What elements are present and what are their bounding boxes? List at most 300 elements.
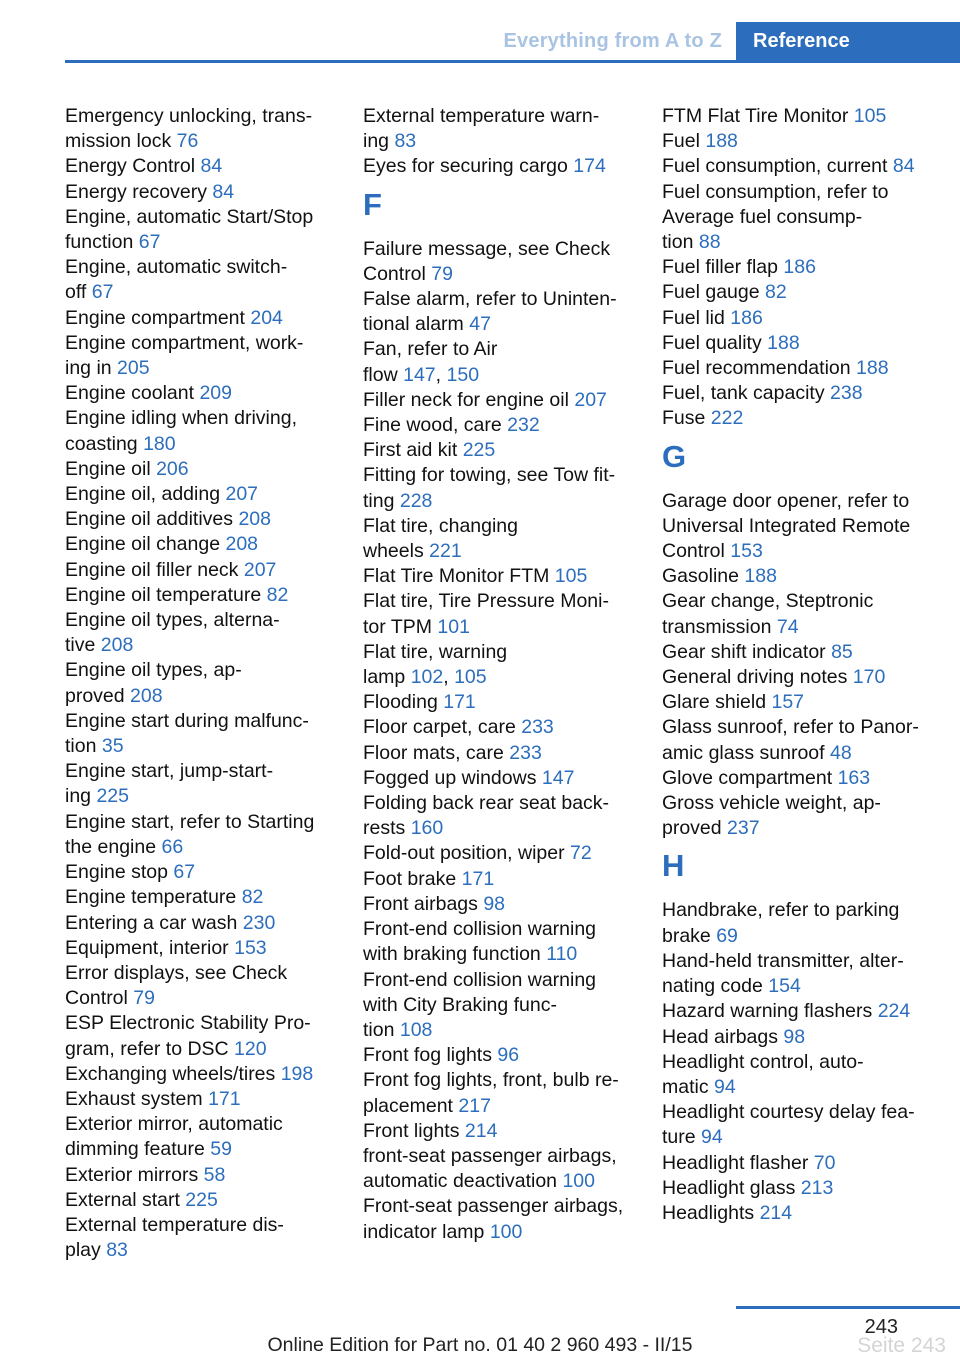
page-reference-link[interactable]: 225 (462, 439, 496, 462)
page-reference-link[interactable]: 208 (130, 684, 163, 707)
index-entry-line (363, 262, 653, 287)
index-entry (65, 154, 355, 179)
index-entry-text: Fuel gauge (662, 281, 765, 304)
index-entry (65, 911, 355, 936)
page-reference-link[interactable]: 100 (489, 1220, 523, 1243)
index-entry-line (662, 1075, 960, 1100)
index-entry-text: tive (65, 634, 101, 657)
index-entry (363, 892, 653, 917)
index-entry (65, 885, 355, 910)
index-entry-text: Control (662, 540, 731, 563)
index-entry-text: Fuel filler flap (662, 256, 784, 279)
index-entry-text: Emergency unlocking, trans- (65, 105, 313, 127)
page-reference-link[interactable]: 170 (852, 666, 886, 689)
index-entry-text: transmission (662, 615, 777, 638)
index-entry-line (65, 658, 355, 683)
index-entry (65, 558, 355, 583)
index-entry (363, 564, 653, 589)
index-entry-text: Engine oil (65, 457, 157, 480)
index-entry-line (363, 237, 653, 262)
page-reference-link[interactable]: 101 (437, 615, 470, 638)
index-entry-text: Fuel (662, 130, 706, 153)
index-entry (363, 741, 653, 766)
page-reference-link[interactable]: 70 (813, 1151, 836, 1174)
page-reference-link[interactable]: 209 (199, 382, 232, 405)
index-entry (65, 457, 355, 482)
page-reference-link[interactable]: 198 (280, 1062, 314, 1085)
index-entry-text: flow (363, 363, 404, 386)
index-entry-line (662, 280, 960, 305)
index-entry-text: Headlight courtesy delay fea- (662, 1101, 915, 1124)
index-entry-text: Average fuel consump- (662, 205, 863, 228)
page-reference-link[interactable]: 163 (837, 766, 871, 789)
index-entry (363, 589, 653, 639)
page-reference-link[interactable]: 207 (243, 558, 277, 581)
index-entry (363, 766, 653, 791)
index-entry-line (363, 438, 653, 463)
page-reference-link[interactable]: 217 (458, 1094, 491, 1117)
index-entry-text: Hand-held transmitter, alter- (662, 949, 904, 972)
index-entry-line (65, 1188, 355, 1213)
page-reference-link[interactable]: 188 (744, 565, 777, 588)
page-reference-link[interactable]: 206 (156, 457, 189, 480)
index-entry-text: dimming feature (65, 1138, 211, 1161)
index-entry-text: Gasoline (662, 565, 745, 588)
header-tab-label: Reference (753, 30, 850, 52)
index-entry-text: indicator lamp (363, 1220, 490, 1243)
index-entry-line (65, 507, 355, 532)
index-entry (363, 438, 653, 463)
index-entry-text: External temperature warn- (363, 105, 600, 127)
index-entry (662, 715, 960, 765)
index-entry-text: Front-end collision warning (363, 918, 597, 941)
page-reference-link[interactable]: 171 (208, 1087, 241, 1110)
page-reference-link[interactable]: 147 (541, 766, 575, 789)
index-entry (65, 532, 355, 557)
page-reference-link[interactable]: 171 (461, 867, 495, 890)
page-reference-link[interactable]: 205 (117, 357, 150, 380)
index-entry-line (662, 331, 960, 356)
index-entry-line (662, 816, 960, 841)
page-reference-link[interactable]: 180 (143, 432, 176, 455)
index-entry-text: coasting (65, 432, 144, 455)
index-entry-text: tion (65, 735, 102, 758)
page-reference-link[interactable]: 232 (507, 414, 540, 437)
index-entry-line (65, 104, 355, 129)
index-entry (363, 1043, 653, 1068)
index-entry (662, 356, 960, 381)
index-entry-text: ing (65, 785, 97, 808)
index-entry-line (662, 640, 960, 665)
index-entry-line (662, 999, 960, 1024)
index-entry-line (363, 1094, 653, 1119)
index-entry-text: Engine oil, adding (65, 483, 226, 506)
index-entry (65, 810, 355, 860)
page-reference-link[interactable]: 208 (225, 533, 259, 556)
index-entry-line (363, 154, 653, 179)
page-reference-link[interactable]: 225 (96, 785, 129, 808)
index-entry (662, 306, 960, 331)
index-entry-text: Front-seat passenger airbags, (363, 1195, 624, 1218)
index-entry-text: Front airbags (363, 892, 484, 915)
index-entry-text: Engine compartment, work- (65, 331, 304, 354)
index-entry-text: lamp (363, 666, 411, 689)
index-entry-text: Headlight glass (662, 1176, 801, 1199)
index-entry-text: Fold-out position, wiper (363, 842, 571, 865)
index-entry-line (65, 709, 355, 734)
page-reference-link[interactable]: 82 (266, 583, 289, 606)
page-reference-link[interactable]: 47 (469, 313, 491, 336)
page-reference-link[interactable]: 72 (570, 842, 592, 865)
page-reference-link[interactable]: 74 (776, 615, 799, 638)
index-entry-line (662, 406, 960, 431)
index-entry-line (65, 558, 355, 583)
index-entry (662, 898, 960, 948)
page-reference-link[interactable]: 69 (716, 924, 738, 947)
index-entry (662, 640, 960, 665)
page-reference-link[interactable]: 157 (771, 691, 805, 714)
index-entry (65, 1213, 355, 1263)
index-entry-text: Engine start, jump-start- (65, 760, 274, 783)
index-entry-text: Handbrake, refer to parking (662, 899, 900, 922)
index-entry (662, 406, 960, 431)
index-entry (65, 205, 355, 255)
index-entry-line (363, 690, 653, 715)
index-entry (662, 791, 960, 841)
page-reference-link[interactable]: 186 (730, 306, 763, 329)
index-entry-line (363, 1119, 653, 1144)
page-reference-link[interactable]: 102 (410, 666, 444, 689)
index-entry-line (363, 287, 653, 312)
index-entry-line (662, 564, 960, 589)
index-entry-line (363, 715, 653, 740)
page-reference-link[interactable]: 154 (768, 975, 801, 998)
page-reference-link[interactable]: 204 (250, 306, 283, 329)
index-entry-text: Engine oil temperature (65, 583, 267, 606)
index-entry-line (363, 413, 653, 438)
page-reference-link[interactable]: 188 (856, 357, 889, 380)
index-entry-line (363, 388, 653, 413)
index-entry-line (363, 766, 653, 791)
page-reference-link[interactable]: 207 (574, 388, 607, 411)
index-entry (662, 949, 960, 999)
index-entry-line (363, 1018, 653, 1043)
page-reference-link[interactable]: 83 (394, 130, 417, 153)
index-entry-line (662, 539, 960, 564)
index-entry (363, 237, 653, 287)
index-entry-text: Engine start, refer to Starting (65, 810, 315, 833)
page-reference-link[interactable]: 67 (173, 861, 196, 884)
index-entry (65, 1011, 355, 1061)
index-entry (662, 1100, 960, 1150)
index-entry-text: Fitting for towing, see Tow fit- (363, 464, 616, 487)
index-entry-text: Fuel lid (662, 306, 731, 329)
index-entry (363, 791, 653, 841)
index-entry-text: Energy recovery (65, 180, 213, 203)
index-entry-text: General driving notes (662, 666, 853, 689)
page-reference-link[interactable]: 67 (91, 281, 114, 304)
page-reference-link[interactable]: 188 (705, 130, 738, 153)
index-entry-text: tional alarm (363, 313, 470, 336)
index-letter-heading: H (662, 848, 685, 884)
page-reference-link[interactable]: 228 (399, 489, 433, 512)
index-entry (65, 759, 355, 809)
page-reference-link[interactable]: 105 (554, 565, 588, 588)
index-entry-line (662, 489, 960, 514)
page-reference-link[interactable]: 222 (710, 407, 744, 430)
page-reference-link[interactable]: 59 (210, 1138, 232, 1161)
index-entry-line (65, 1062, 355, 1087)
index-entry-text: Fine wood, care (363, 414, 508, 437)
page-reference-link[interactable]: 150 (446, 363, 480, 386)
page-reference-link[interactable]: 188 (767, 331, 800, 354)
page-reference-link[interactable]: 153 (730, 540, 763, 563)
index-entry-line (363, 917, 653, 942)
index-entry-text: Engine oil additives (65, 508, 239, 531)
index-entry (662, 766, 960, 791)
index-entry-text: Front fog lights (363, 1044, 498, 1067)
page-reference-link[interactable]: 160 (410, 817, 444, 840)
page-reference-link[interactable]: 48 (830, 741, 852, 764)
index-entry-text: Fuel consumption, current (662, 155, 893, 178)
index-entry-line (65, 911, 355, 936)
index-entry-text: Engine temperature (65, 886, 242, 909)
index-entry-text: Error displays, see Check (65, 961, 288, 984)
page-reference-link[interactable]: 186 (783, 256, 816, 279)
index-entry-text: Fogged up windows (363, 766, 542, 789)
index-entry-line (662, 1151, 960, 1176)
index-entry-text: Engine oil types, ap- (65, 659, 242, 682)
index-entry-line (662, 1125, 960, 1150)
index-entry (662, 381, 960, 406)
index-entry-text: Flat tire, warning (363, 640, 508, 663)
index-entry-text: ting (363, 489, 400, 512)
index-entry-line (363, 312, 653, 337)
index-entry-text: Entering a car wash (65, 911, 243, 934)
page-reference-link[interactable]: 83 (106, 1239, 128, 1262)
index-entry (662, 255, 960, 280)
index-entry-text: proved (65, 684, 131, 707)
page-reference-link[interactable]: 120 (234, 1037, 267, 1060)
index-entry-text: Fuel, tank capacity (662, 382, 830, 405)
index-entry-text: Engine oil change (65, 533, 226, 556)
index-entry-line (363, 463, 653, 488)
index-entry-text: Front lights (363, 1119, 465, 1142)
page-reference-link[interactable]: 208 (238, 508, 271, 531)
index-entry-line (65, 885, 355, 910)
header-rule (65, 60, 736, 63)
index-entry-line (65, 684, 355, 709)
index-entry-line (363, 514, 653, 539)
page-reference-link[interactable]: 58 (203, 1163, 226, 1186)
index-entry-line (65, 280, 355, 305)
index-entry-text: proved (662, 817, 728, 840)
page-reference-link[interactable]: 98 (483, 892, 506, 915)
index-entry-line (363, 104, 653, 129)
index-entry-line (65, 1163, 355, 1188)
page-reference-link[interactable]: 94 (714, 1075, 736, 1098)
page-reference-link[interactable]: 76 (176, 130, 199, 153)
page-reference-link[interactable]: 230 (242, 911, 276, 934)
index-entry-line (65, 1238, 355, 1263)
index-entry-line (65, 633, 355, 658)
index-entry-text: Engine idling when driving, (65, 407, 297, 430)
index-entry-line (662, 615, 960, 640)
index-entry-text: Fuel quality (662, 331, 768, 354)
index-entry-text: Engine, automatic switch- (65, 256, 288, 279)
index-entry-line (65, 835, 355, 860)
index-entry-line (65, 1087, 355, 1112)
index-entry (65, 482, 355, 507)
index-entry (363, 514, 653, 564)
index-entry (363, 337, 653, 387)
index-entry-line (363, 615, 653, 640)
index-entry-text: Fuel consumption, refer to (662, 180, 889, 203)
page-reference-link[interactable]: 224 (877, 1000, 911, 1023)
page-reference-link[interactable]: 225 (185, 1188, 218, 1211)
index-entry-line (363, 489, 653, 514)
index-entry (65, 936, 355, 961)
index-entry-text: Eyes for securing cargo (363, 155, 574, 178)
page-reference-link[interactable]: 214 (759, 1201, 793, 1224)
index-entry-line (662, 154, 960, 179)
page-reference-link[interactable]: 35 (101, 735, 124, 758)
index-entry-line (363, 942, 653, 967)
index-entry (662, 104, 960, 129)
index-entry-line (662, 104, 960, 129)
index-entry-line (363, 993, 653, 1018)
index-entry-line (363, 129, 653, 154)
index-entry-line (662, 741, 960, 766)
index-entry-line (65, 154, 355, 179)
index-entry-text: Front-end collision warning (363, 968, 597, 991)
index-entry-line (662, 205, 960, 230)
index-entry-text: tion (662, 231, 699, 254)
page-reference-link[interactable]: 94 (701, 1126, 723, 1149)
page-reference-link[interactable]: 79 (431, 262, 453, 285)
index-entry-text: gram, refer to DSC (65, 1037, 235, 1060)
index-entry-text: Failure message, see Check (363, 237, 611, 260)
page-reference-link[interactable]: 84 (200, 155, 223, 178)
index-entry (65, 507, 355, 532)
index-entry (65, 1087, 355, 1112)
page-reference-link[interactable]: 98 (783, 1025, 806, 1048)
index-entry (65, 709, 355, 759)
page-reference-link[interactable]: 82 (241, 886, 264, 909)
index-entry (363, 1144, 653, 1194)
page-reference-link[interactable]: 105 (454, 666, 487, 689)
index-entry-text: tor TPM (363, 615, 438, 638)
index-entry (662, 180, 960, 256)
page-reference-link[interactable]: 238 (830, 382, 863, 405)
index-entry (65, 331, 355, 381)
index-entry-line (662, 180, 960, 205)
page-reference-link[interactable]: 96 (497, 1044, 520, 1067)
index-entry (662, 665, 960, 690)
page-reference-link[interactable]: 233 (509, 741, 542, 764)
index-entry-text: Exterior mirror, automatic (65, 1113, 283, 1136)
page-reference-link[interactable]: 108 (399, 1018, 433, 1041)
index-entry (363, 413, 653, 438)
index-entry-text: Universal Integrated Remote (662, 514, 911, 537)
index-entry-text: Foot brake (363, 867, 462, 890)
index-entry (662, 1201, 960, 1226)
header-section-title: Everything from A to Z (503, 30, 722, 52)
watermark: Seite 243 (857, 1334, 946, 1357)
index-entry-text: Energy Control (65, 155, 201, 178)
page-reference-link[interactable]: 66 (161, 835, 184, 858)
index-entry-text: matic (662, 1075, 715, 1098)
page-reference-link[interactable]: 174 (573, 155, 606, 178)
index-entry (662, 1025, 960, 1050)
index-entry-line (662, 949, 960, 974)
index-entry-line (65, 205, 355, 230)
page-reference-link[interactable]: 67 (138, 231, 161, 254)
index-entry-text: Gear shift indicator (662, 640, 832, 663)
page-reference-link[interactable]: 82 (765, 281, 787, 304)
page-reference-link[interactable]: 110 (546, 943, 578, 966)
index-entry-text: Flat tire, changing (363, 514, 519, 537)
page-reference-link[interactable]: 171 (443, 691, 476, 714)
index-entry-text: amic glass sunroof (662, 741, 830, 764)
index-entry-line (662, 356, 960, 381)
page-reference-link[interactable]: 88 (698, 231, 721, 254)
index-entry (363, 1068, 653, 1118)
page-reference-link[interactable]: 237 (727, 817, 760, 840)
index-entry-line: lamp 102, 105 (363, 666, 487, 689)
page-reference-link[interactable]: 85 (831, 640, 853, 663)
index-entry-text: Fuse (662, 407, 711, 430)
page-reference-link[interactable]: 214 (464, 1119, 498, 1142)
page-reference-link[interactable]: 84 (212, 180, 235, 203)
page-reference-link[interactable]: 147 (403, 363, 436, 386)
index-entry-line (662, 1025, 960, 1050)
page-reference-link[interactable]: 153 (234, 936, 267, 959)
page-reference-link[interactable]: 105 (853, 105, 887, 127)
index-entry-line (662, 514, 960, 539)
page-reference-link[interactable]: 79 (133, 987, 155, 1010)
index-entry-line (662, 230, 960, 255)
index-entry-text: Exterior mirrors (65, 1163, 204, 1186)
index-entry-line (662, 1176, 960, 1201)
index-entry-line (363, 892, 653, 917)
index-entry-text: function (65, 231, 139, 254)
index-entry-line (65, 961, 355, 986)
page-reference-link[interactable]: 233 (521, 716, 554, 739)
index-entry-line (65, 255, 355, 280)
edition-note: Online Edition for Part no. 01 40 2 960 493 - II/15 (267, 1334, 693, 1356)
index-entry-text: tion (363, 1018, 400, 1041)
index-entry-text: Flooding (363, 691, 444, 714)
index-entry (65, 583, 355, 608)
page-reference-link[interactable]: 221 (429, 540, 462, 563)
page-reference-link[interactable]: 84 (892, 155, 915, 178)
page-reference-link[interactable]: 208 (100, 634, 134, 657)
index-entry (65, 1062, 355, 1087)
index-entry-line (662, 791, 960, 816)
index-entry-line (363, 791, 653, 816)
index-entry-line (363, 867, 653, 892)
page-reference-link[interactable]: 207 (225, 483, 259, 506)
index-entry (363, 640, 653, 690)
page-reference-link[interactable]: 213 (800, 1176, 834, 1199)
index-entry-line: flow 147, 150 (363, 363, 480, 386)
index-entry (363, 287, 653, 337)
index-entry (662, 1050, 960, 1100)
index-entry-line (363, 816, 653, 841)
page-reference-link[interactable]: 100 (562, 1170, 595, 1193)
page-number: 243 (864, 1316, 898, 1338)
